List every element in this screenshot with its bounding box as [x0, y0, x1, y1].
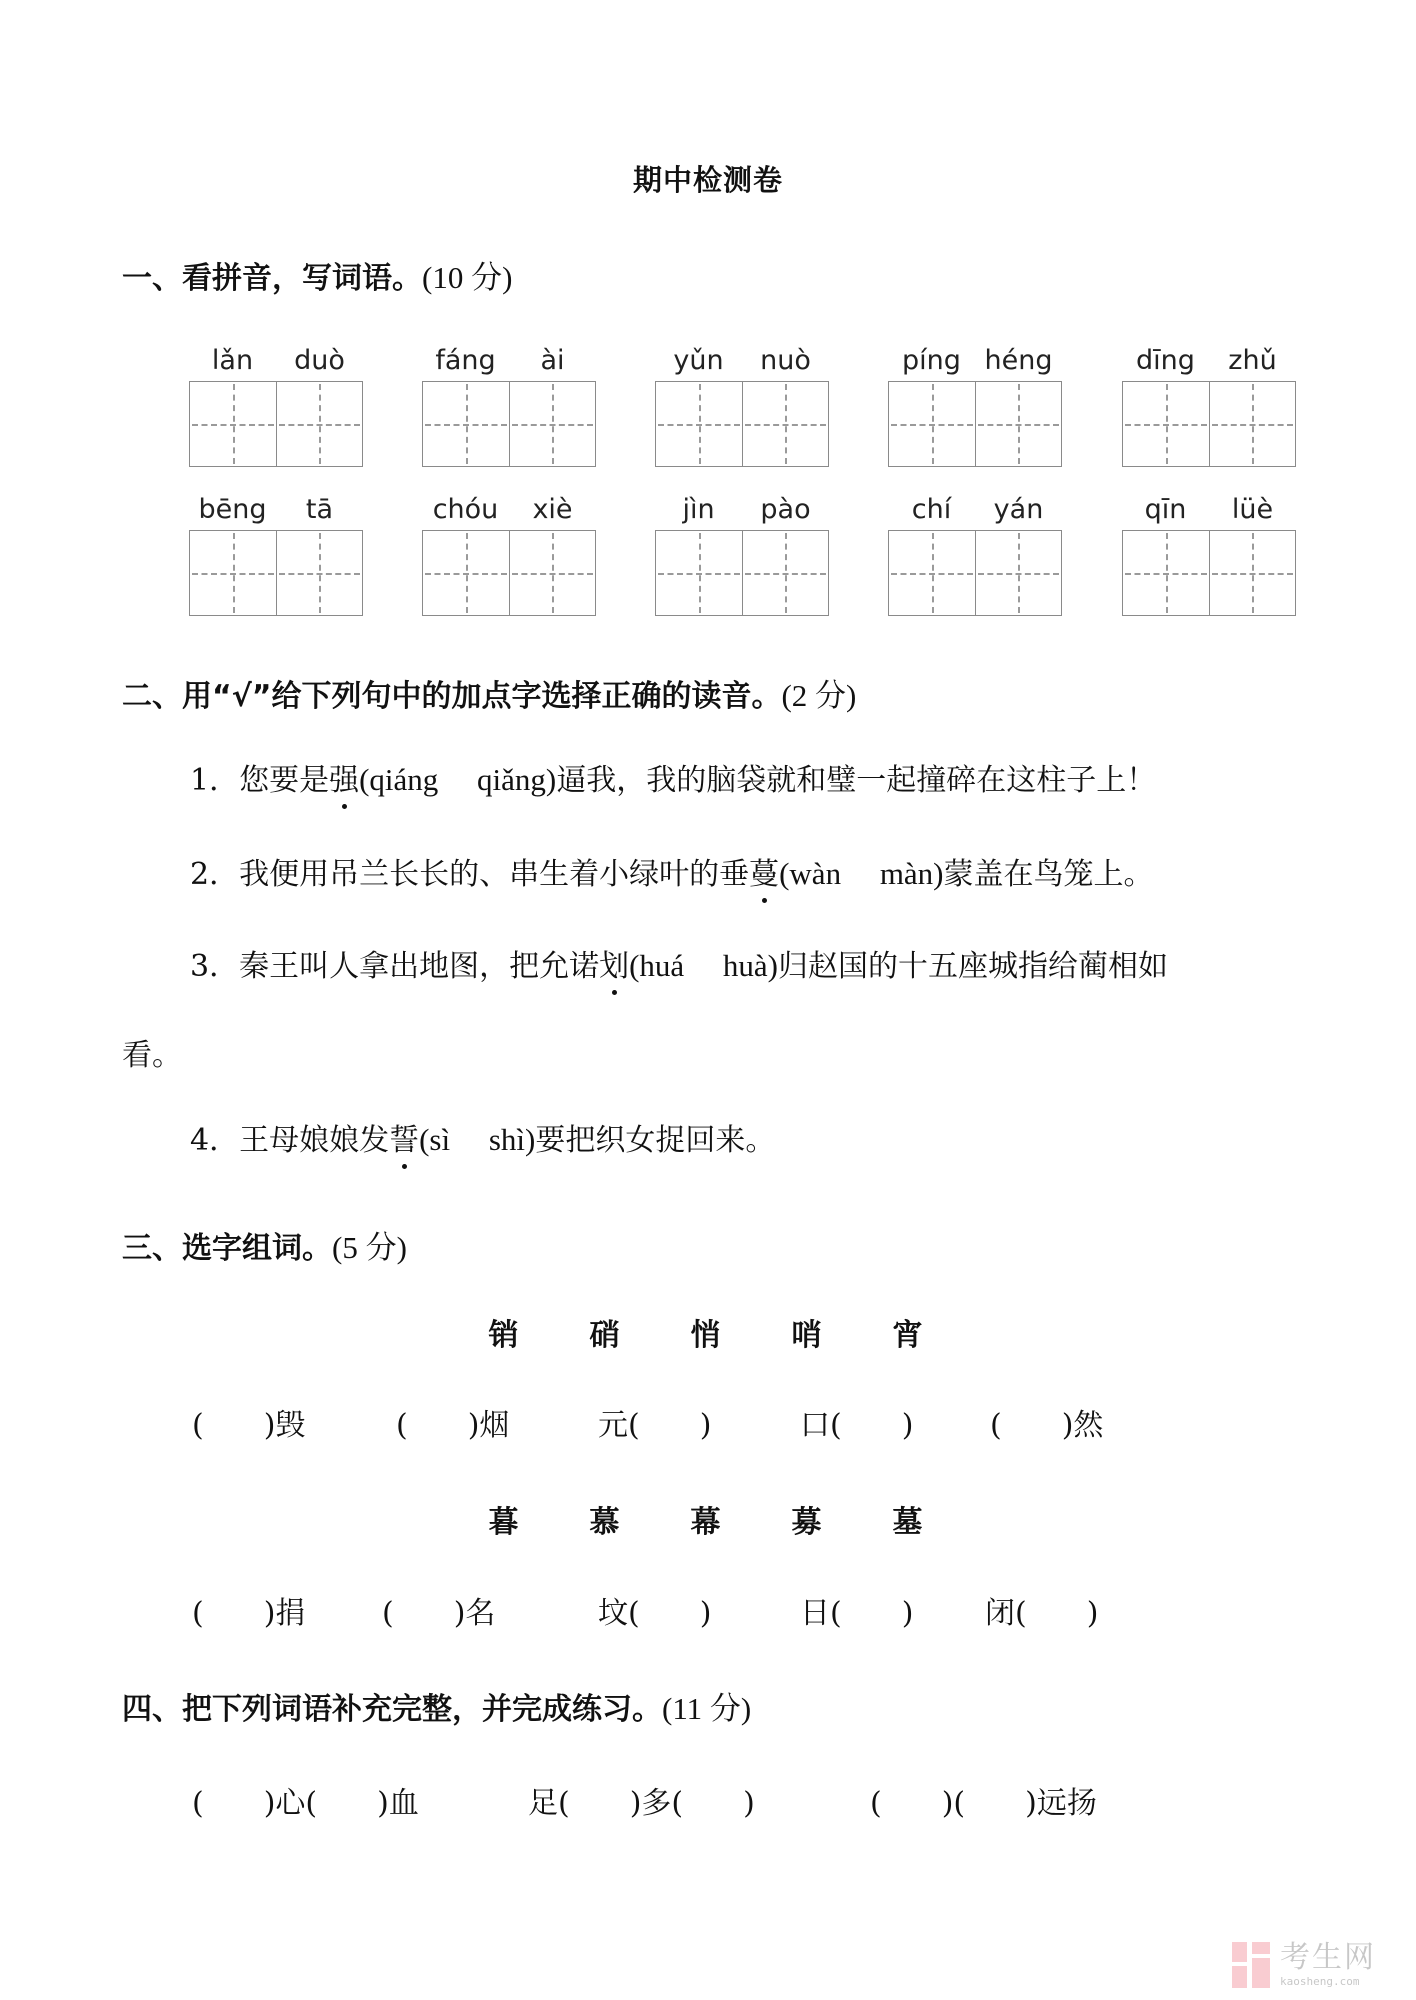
- fill-blank[interactable]: ( )名: [382, 1596, 496, 1631]
- pinyin-label: [888, 345, 1062, 381]
- fill-blank[interactable]: 日( ): [800, 1596, 914, 1631]
- pinyin-syllable: tā: [305, 494, 334, 525]
- pinyin-label: [1122, 494, 1296, 530]
- section4-heading-text: 四、把下列词语补充完整，并完成练习。: [122, 1692, 662, 1727]
- sentence-number: 4．: [190, 1123, 240, 1158]
- tianzige-writing-box[interactable]: [888, 381, 1062, 467]
- pinyin-word-box: [189, 345, 363, 467]
- fill-blank[interactable]: ( )捐: [192, 1596, 306, 1631]
- pinyin-syllable: héng: [984, 345, 1053, 376]
- sentence-text: 我便用吊兰长长的、串生着小绿叶的垂: [239, 857, 750, 892]
- pinyin-syllable: yán: [993, 494, 1044, 525]
- watermark-url: kaosheng.com: [1280, 1975, 1360, 1988]
- choice-char: 哨: [791, 1318, 822, 1353]
- sentence-number: 1．: [190, 763, 240, 798]
- idiom-blank[interactable]: ( )心( )血: [192, 1786, 419, 1821]
- pinyin-syllable: pào: [760, 494, 811, 525]
- pinyin-word-box: [888, 345, 1062, 467]
- pinyin-syllable: lüè: [1231, 494, 1274, 525]
- tianzige-cell[interactable]: [276, 382, 363, 466]
- sentence-1: [190, 754, 1156, 799]
- reading-options[interactable]: (qiáng qiǎng): [359, 762, 557, 797]
- fill-blank[interactable]: ( )烟: [396, 1408, 510, 1443]
- section2-heading: [122, 670, 856, 715]
- sentence-number: 2．: [190, 857, 240, 892]
- pinyin-label: [189, 494, 363, 530]
- pinyin-syllable: nuò: [760, 345, 811, 376]
- char-choices-1: [453, 1310, 958, 1354]
- tianzige-cell[interactable]: [889, 531, 975, 615]
- sentence-3: [190, 940, 1168, 985]
- pinyin-syllable: bēng: [198, 494, 267, 525]
- tianzige-cell[interactable]: [1123, 531, 1209, 615]
- choice-char: 幕: [690, 1505, 721, 1540]
- idiom-blank[interactable]: 足( )多( ): [528, 1786, 755, 1821]
- tianzige-writing-box[interactable]: [422, 530, 596, 616]
- tianzige-cell[interactable]: [423, 531, 509, 615]
- sentence-text: 秦王叫人拿出地图，把允诺: [239, 949, 600, 984]
- tianzige-writing-box[interactable]: [655, 381, 829, 467]
- pinyin-label: [422, 494, 596, 530]
- choice-char: 暮: [488, 1505, 519, 1540]
- pinyin-label: [189, 345, 363, 381]
- pinyin-label: [422, 345, 596, 381]
- section4-points: (11 分): [662, 1691, 752, 1726]
- reading-options[interactable]: (wàn màn): [779, 856, 944, 891]
- pinyin-word-box: [1122, 494, 1296, 616]
- tianzige-writing-box[interactable]: [189, 381, 363, 467]
- choice-char: 慕: [589, 1505, 620, 1540]
- choice-char: 墓: [892, 1505, 923, 1540]
- tianzige-cell[interactable]: [509, 382, 596, 466]
- pinyin-syllable: yǔn: [673, 345, 724, 376]
- tianzige-cell[interactable]: [1123, 382, 1209, 466]
- watermark: [1232, 1942, 1376, 1988]
- sentence-text: 归赵国的十五座城指给蔺相如: [778, 949, 1169, 984]
- section3-heading: [122, 1222, 407, 1267]
- tianzige-cell[interactable]: [1209, 382, 1296, 466]
- watermark-logo-icon: [1232, 1942, 1270, 1988]
- tianzige-cell[interactable]: [276, 531, 363, 615]
- pinyin-word-box: [655, 494, 829, 616]
- watermark-text: 考生网: [1280, 1940, 1376, 1975]
- fill-blank[interactable]: 坟( ): [598, 1596, 712, 1631]
- pinyin-syllable: dīng: [1136, 345, 1195, 376]
- section2-points: (2 分): [781, 678, 857, 713]
- sentence-text: 逼我，我的脑袋就和璧一起撞碎在这柱子上！: [556, 763, 1157, 798]
- dotted-character: 强: [329, 755, 359, 799]
- pinyin-syllable: zhǔ: [1228, 345, 1277, 376]
- pinyin-syllable: duò: [294, 345, 345, 376]
- pinyin-word-box: [422, 494, 596, 616]
- fill-blank[interactable]: ( )毁: [192, 1408, 306, 1443]
- pinyin-word-box: [189, 494, 363, 616]
- blank-row-2: [0, 1588, 1416, 1638]
- fill-blank[interactable]: 元( ): [598, 1408, 712, 1443]
- pinyin-word-box: [655, 345, 829, 467]
- tianzige-cell[interactable]: [423, 382, 509, 466]
- pinyin-syllable: fáng: [435, 345, 496, 376]
- blank-row-1: [0, 1400, 1416, 1450]
- sentence-text: 您要是: [239, 763, 330, 798]
- idiom-blank-row: [0, 1778, 1416, 1828]
- pinyin-syllable: ài: [540, 345, 565, 376]
- pinyin-syllable: jìn: [682, 494, 715, 525]
- sentence-3-continuation: 看。: [122, 1038, 182, 1073]
- pinyin-syllable: píng: [902, 345, 961, 376]
- pinyin-word-box: [422, 345, 596, 467]
- dotted-character: 蔓: [749, 849, 779, 893]
- pinyin-label: [1122, 345, 1296, 381]
- tianzige-cell[interactable]: [889, 382, 975, 466]
- section1-heading-text: 一、看拼音，写词语。: [122, 261, 422, 296]
- tianzige-writing-box[interactable]: [888, 530, 1062, 616]
- dotted-character: 誓: [389, 1115, 419, 1159]
- tianzige-cell[interactable]: [742, 382, 829, 466]
- tianzige-cell[interactable]: [975, 382, 1062, 466]
- pinyin-syllable: lǎn: [211, 345, 254, 376]
- pinyin-word-box: [888, 494, 1062, 616]
- fill-blank[interactable]: 闭( ): [985, 1596, 1099, 1631]
- sentence-number: 3．: [190, 949, 240, 984]
- choice-char: 募: [791, 1505, 822, 1540]
- pinyin-label: [655, 494, 829, 530]
- tianzige-writing-box[interactable]: [1122, 381, 1296, 467]
- section1-heading: [122, 252, 512, 297]
- tianzige-cell[interactable]: [509, 531, 596, 615]
- tianzige-cell[interactable]: [742, 531, 829, 615]
- choice-char: 悄: [690, 1318, 721, 1353]
- pinyin-label: [655, 345, 829, 381]
- pinyin-syllable: qīn: [1144, 494, 1187, 525]
- idiom-blank[interactable]: ( )( )远扬: [870, 1786, 1097, 1821]
- section3-heading-text: 三、选字组词。: [122, 1231, 332, 1266]
- pinyin-label: [888, 494, 1062, 530]
- pinyin-syllable: chí: [911, 494, 952, 525]
- dotted-character: 划: [599, 941, 629, 985]
- char-choices-2: [453, 1497, 958, 1541]
- pinyin-syllable: xiè: [532, 494, 573, 525]
- section3-points: (5 分): [332, 1230, 407, 1265]
- tianzige-cell[interactable]: [190, 531, 276, 615]
- tianzige-writing-box[interactable]: [189, 530, 363, 616]
- tianzige-cell[interactable]: [656, 531, 742, 615]
- section4-heading: [122, 1683, 751, 1728]
- reading-options[interactable]: (huá huà): [629, 948, 779, 983]
- tianzige-cell[interactable]: [190, 382, 276, 466]
- tianzige-cell[interactable]: [1209, 531, 1296, 615]
- page-title: 期中检测卷: [632, 163, 783, 197]
- pinyin-syllable: chóu: [432, 494, 499, 525]
- sentence-4: [190, 1114, 775, 1159]
- reading-options[interactable]: (sì shì): [419, 1122, 536, 1157]
- tianzige-cell[interactable]: [656, 382, 742, 466]
- fill-blank[interactable]: ( )然: [990, 1408, 1104, 1443]
- section2-heading-text: 二、用“√”给下列句中的加点字选择正确的读音。: [122, 679, 782, 714]
- tianzige-cell[interactable]: [975, 531, 1062, 615]
- sentence-text: 王母娘娘发: [239, 1123, 390, 1158]
- fill-blank[interactable]: 口( ): [800, 1408, 914, 1443]
- sentence-2: [190, 848, 1154, 893]
- choice-char: 销: [488, 1318, 519, 1353]
- tianzige-writing-box[interactable]: [655, 530, 829, 616]
- sentence-text: 要把织女捉回来。: [535, 1123, 776, 1158]
- tianzige-writing-box[interactable]: [422, 381, 596, 467]
- choice-char: 宵: [892, 1318, 923, 1353]
- pinyin-word-box: [1122, 345, 1296, 467]
- section1-points: (10 分): [422, 260, 513, 295]
- sentence-text: 蒙盖在鸟笼上。: [943, 857, 1154, 892]
- tianzige-writing-box[interactable]: [1122, 530, 1296, 616]
- choice-char: 硝: [589, 1318, 620, 1353]
